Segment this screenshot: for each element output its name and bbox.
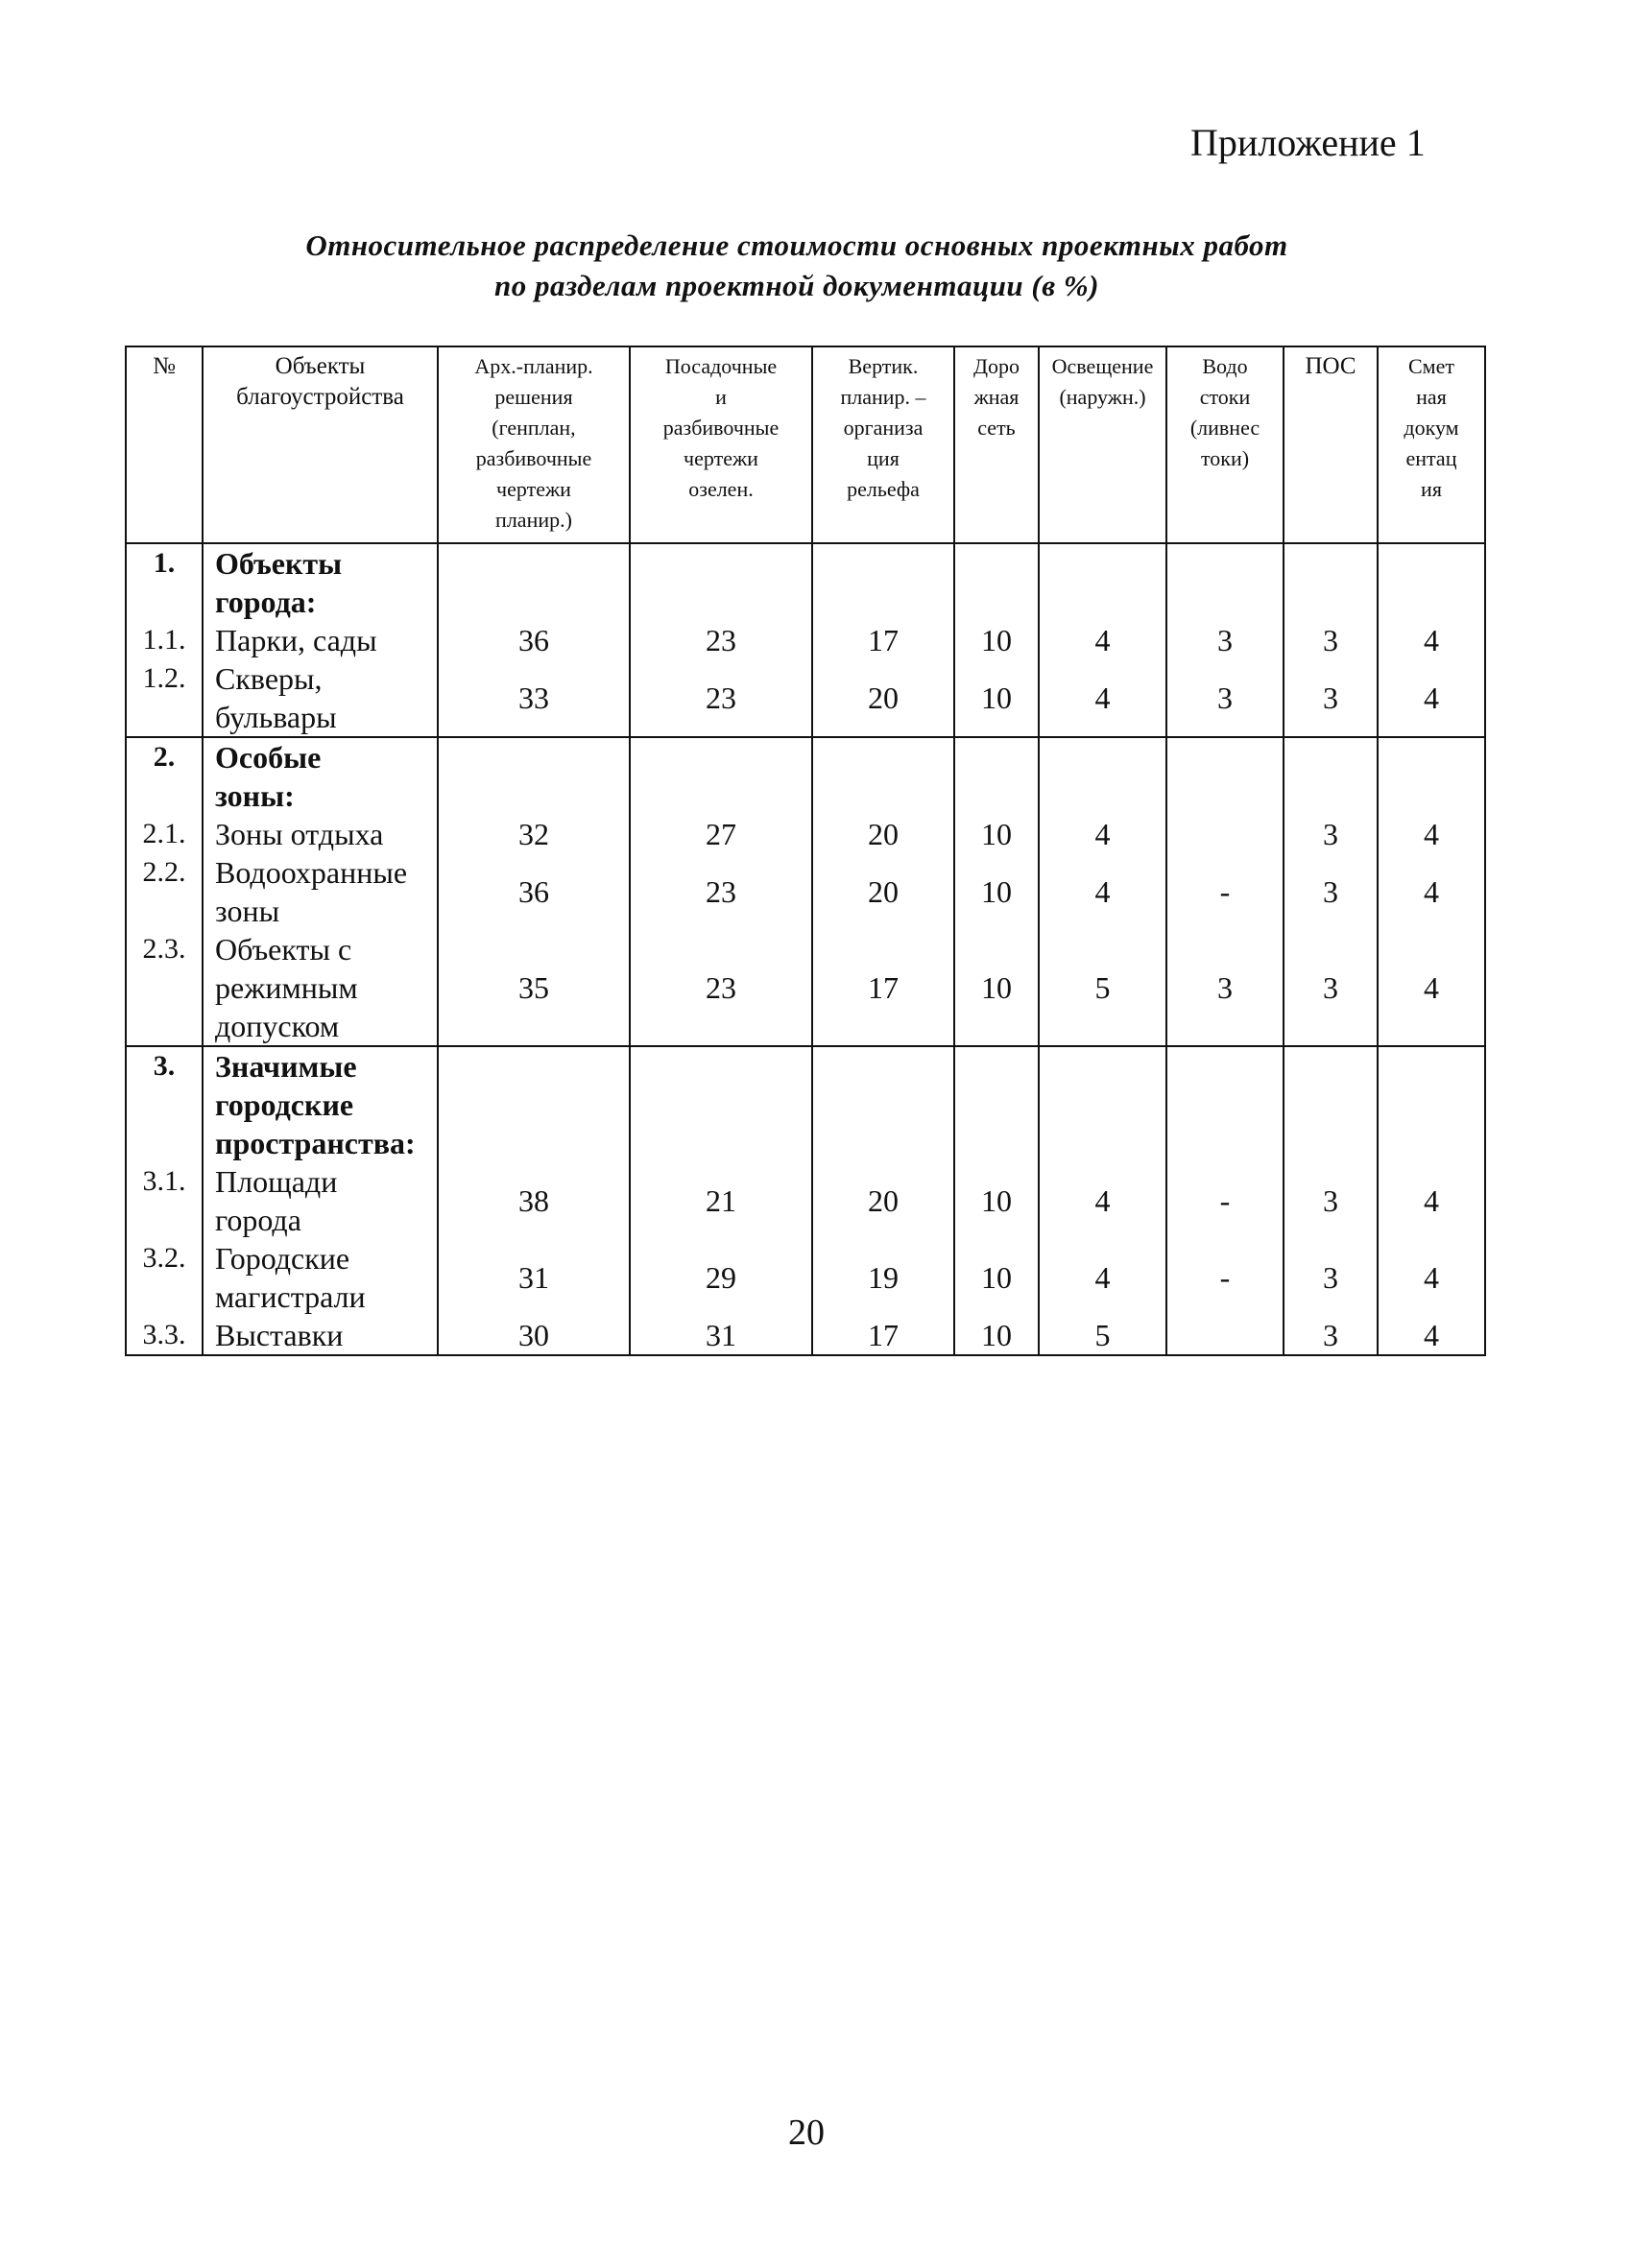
values-column: 36 33 — [438, 543, 630, 737]
header-pos: ПОС — [1284, 346, 1378, 543]
title-line-1: Относительное распределение стоимости основных проектных работ — [305, 228, 1288, 262]
values-column: 4 4 5 — [1039, 1046, 1166, 1355]
document-title — [192, 226, 1402, 306]
header-objects: Объекты благоустройства — [203, 346, 438, 543]
header-number: № — [126, 346, 203, 543]
values-column: 27 23 23 — [630, 737, 812, 1046]
group-block-1 — [126, 543, 1485, 737]
values-column: - - — [1166, 1046, 1284, 1355]
values-column: 4 4 5 — [1039, 737, 1166, 1046]
group-objects-column: Объекты города: Парки, сады Скверы, бульвары — [203, 543, 438, 737]
page-number: 20 — [788, 2113, 825, 2153]
values-column: 17 20 — [812, 543, 954, 737]
values-column: 10 10 10 — [954, 737, 1039, 1046]
group-block-2 — [126, 737, 1485, 1046]
values-column: 3 3 — [1284, 543, 1378, 737]
header-estimate-docs: Смет ная докум ентац ия — [1378, 346, 1485, 543]
header-row — [126, 346, 1485, 543]
values-column: 4 4 4 — [1378, 737, 1485, 1046]
values-column: 10 10 10 — [954, 1046, 1039, 1355]
group-number-column: 2. 2.1. 2.2. 2.3. — [126, 737, 203, 1046]
header-planting: Посадочные и разбивочные чертежи озелен. — [630, 346, 812, 543]
header-road-network: Доро жная сеть — [954, 346, 1039, 543]
values-column: 20 19 17 — [812, 1046, 954, 1355]
header-drainage: Водо стоки (ливнес токи) — [1166, 346, 1284, 543]
values-column: 3 3 3 — [1284, 1046, 1378, 1355]
group-number-column: 1. 1.1. 1.2. — [126, 543, 203, 737]
values-column: 3 3 3 — [1284, 737, 1378, 1046]
values-column: 10 10 — [954, 543, 1039, 737]
values-column: 23 23 — [630, 543, 812, 737]
values-column: 4 4 — [1039, 543, 1166, 737]
header-vertical-planning: Вертик. планир. – организа ция рельефа — [812, 346, 954, 543]
title-line-2: по разделам проектной документации (в %) — [494, 269, 1099, 302]
group-number-column: 3. 3.1. 3.2. 3.3. — [126, 1046, 203, 1355]
group-objects-column: Особые зоны: Зоны отдыха Водоохранные зоны Объекты с режимным допуском — [203, 737, 438, 1046]
group-block-3 — [126, 1046, 1485, 1355]
header-arch-planning: Арх.-планир. решения (генплан, разбивочные чертежи планир.) — [438, 346, 630, 543]
values-column: 4 4 — [1378, 543, 1485, 737]
values-column: 3 3 — [1166, 543, 1284, 737]
group-objects-column: Значимые городские пространства: Площади города Городские магистрали Выставки — [203, 1046, 438, 1355]
values-column: 21 29 31 — [630, 1046, 812, 1355]
values-column: 38 31 30 — [438, 1046, 630, 1355]
header-lighting: Освещение (наружн.) — [1039, 346, 1166, 543]
values-column: - 3 — [1166, 737, 1284, 1046]
cost-distribution-table — [125, 346, 1486, 1356]
values-column: 20 20 17 — [812, 737, 954, 1046]
values-column: 4 4 4 — [1378, 1046, 1485, 1355]
appendix-label: Приложение 1 — [1190, 121, 1426, 164]
values-column: 32 36 35 — [438, 737, 630, 1046]
